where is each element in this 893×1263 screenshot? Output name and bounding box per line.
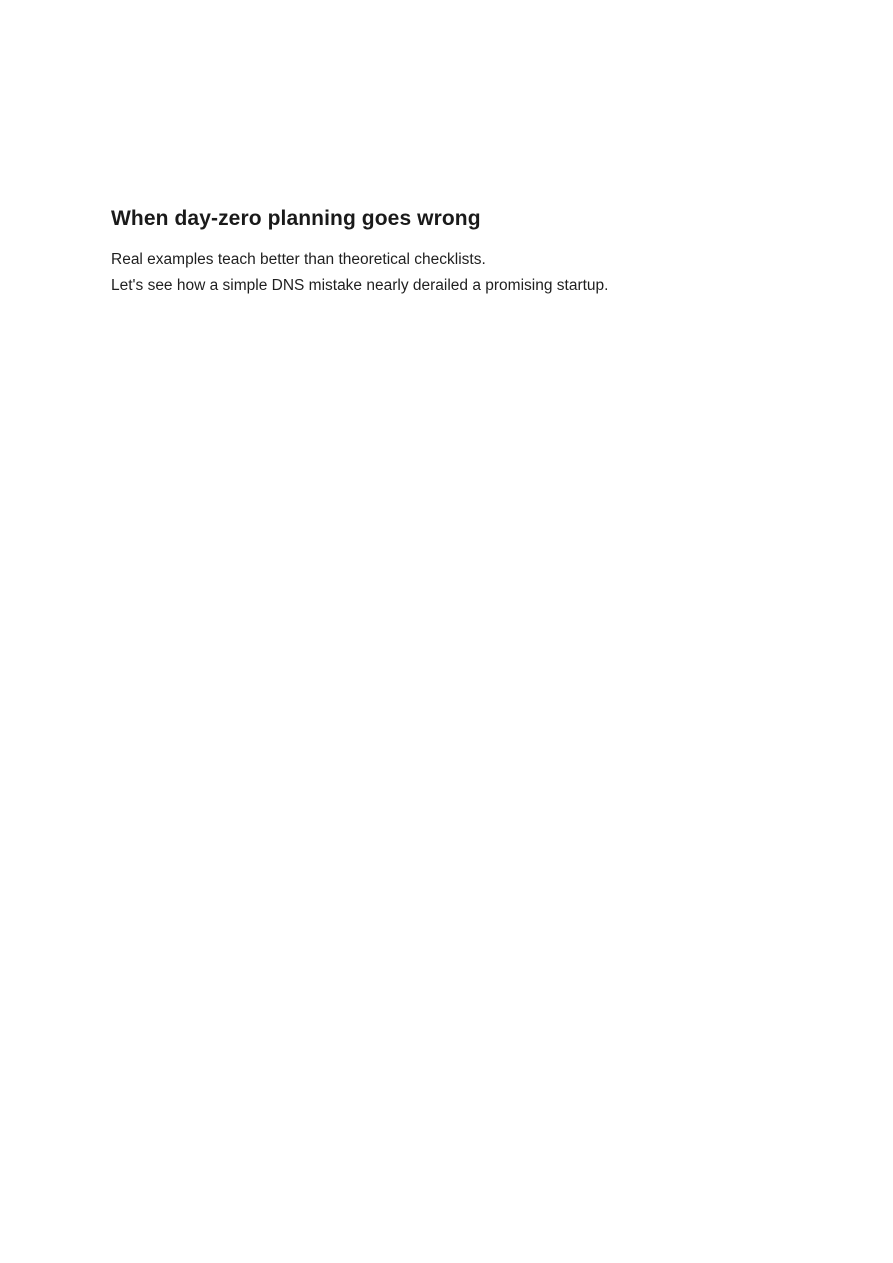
paragraph-line-1: Real examples teach better than theoretical checklists. xyxy=(111,251,486,268)
page-title: When day-zero planning goes wrong xyxy=(111,207,481,230)
document-content xyxy=(111,205,791,299)
paragraph-line-2: Let's see how a simple DNS mistake nearly derailed a promising startup. xyxy=(111,277,609,294)
document-paragraph xyxy=(111,247,791,299)
